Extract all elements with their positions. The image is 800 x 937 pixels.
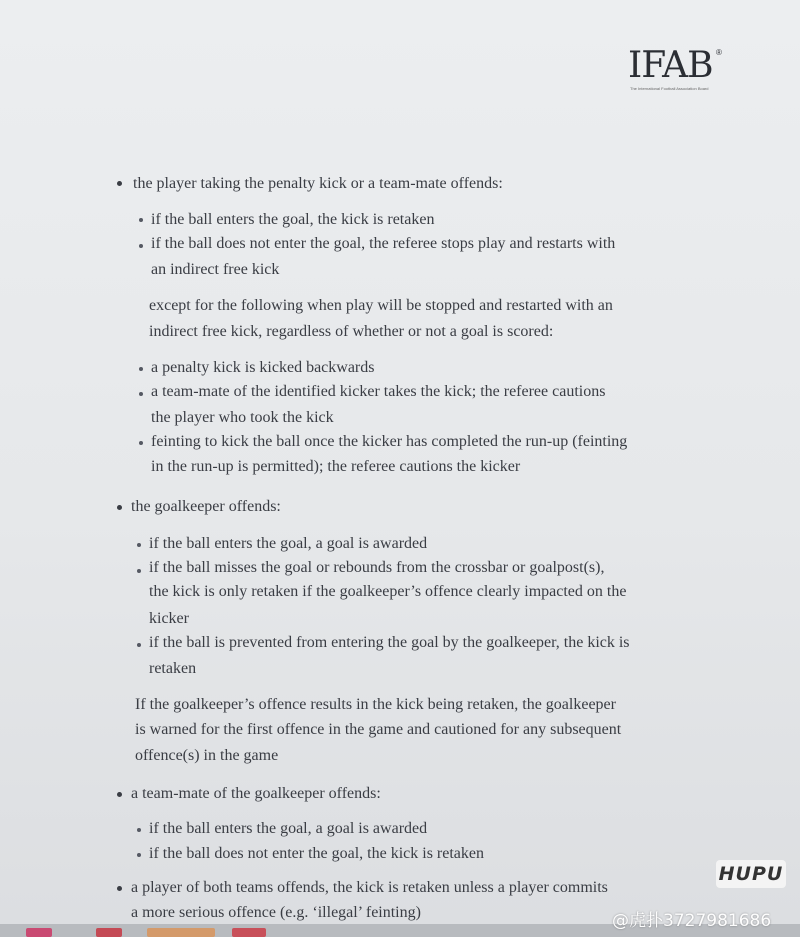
bullet-4-line2: a more serious offence (e.g. ‘illegal’ feinting): [131, 904, 421, 921]
b2-sub3-line2: retaken: [149, 660, 197, 677]
b1-sub2-line1: if the ball does not enter the goal, the referee stops play and restarts with: [151, 235, 616, 252]
bullet-icon: [117, 181, 122, 186]
b2-sub2-line1: if the ball misses the goal or rebounds from the crossbar or goalpost(s),: [149, 559, 605, 576]
b1-para-line2: indirect free kick, regardless of whether or not a goal is scored:: [149, 323, 554, 340]
b1-sub1: if the ball enters the goal, the kick is retaken: [151, 211, 435, 228]
b2-para-line2: is warned for the first offence in the game and cautioned for any subsequent: [135, 721, 622, 738]
bullet-2-title: the goalkeeper offends:: [131, 498, 281, 515]
logo-text: IFAB: [628, 45, 713, 86]
bullet-icon: [117, 505, 122, 510]
ifab-logo: [628, 46, 728, 92]
b1-sub5-line1: feinting to kick the ball once the kicker has completed the run-up (feinting: [151, 433, 628, 450]
sub-bullet-icon: [139, 441, 143, 445]
taskbar-app-icon[interactable]: [26, 928, 52, 937]
logo-registered-mark: ®: [716, 48, 722, 57]
b3-sub1: if the ball enters the goal, a goal is awarded: [149, 820, 428, 837]
sub-bullet-icon: [137, 543, 141, 547]
taskbar-app-icon[interactable]: [96, 928, 122, 937]
watermark-text: @虎扑3727981686: [612, 911, 772, 931]
sub-bullet-icon: [139, 367, 143, 371]
bullet-icon: [117, 886, 122, 891]
b2-para-line1: If the goalkeeper’s offence results in the kick being retaken, the goalkeeper: [135, 696, 616, 713]
taskbar-app-icon[interactable]: [232, 928, 266, 937]
b1-sub4-line1: a team-mate of the identified kicker takes the kick; the referee cautions: [151, 383, 606, 400]
sub-bullet-icon: [137, 569, 141, 573]
sub-bullet-icon: [139, 244, 143, 248]
bullet-1-title: the player taking the penalty kick or a team-mate offends:: [133, 175, 503, 192]
b3-sub2: if the ball does not enter the goal, the kick is retaken: [149, 845, 484, 862]
b2-sub2-line2: the kick is only retaken if the goalkeeper’s offence clearly impacted on the: [149, 583, 627, 600]
b2-sub1: if the ball enters the goal, a goal is awarded: [149, 535, 428, 552]
bullet-icon: [117, 792, 122, 797]
bullet-4-line1: a player of both teams offends, the kick is retaken unless a player commits: [131, 879, 608, 896]
b2-sub3-line1: if the ball is prevented from entering the goal by the goalkeeper, the kick is: [149, 634, 630, 651]
sub-bullet-icon: [137, 853, 141, 857]
sub-bullet-icon: [137, 643, 141, 647]
taskbar-app-icon[interactable]: [147, 928, 215, 937]
sub-bullet-icon: [139, 218, 143, 222]
b1-sub2-line2: an indirect free kick: [151, 261, 280, 278]
sub-bullet-icon: [137, 828, 141, 832]
bullet-3-title: a team-mate of the goalkeeper offends:: [131, 785, 381, 802]
sub-bullet-icon: [139, 392, 143, 396]
b1-sub4-line2: the player who took the kick: [151, 409, 334, 426]
b1-sub5-line2: in the run-up is permitted); the referee cautions the kicker: [151, 458, 521, 475]
b2-para-line3: offence(s) in the game: [135, 747, 279, 764]
hupu-logo: HUPU: [716, 860, 786, 888]
b1-sub3: a penalty kick is kicked backwards: [151, 359, 375, 376]
b1-para-line1: except for the following when play will be stopped and restarted with an: [149, 297, 613, 314]
logo-tagline: The International Football Association Board: [630, 86, 709, 91]
b2-sub2-line3: kicker: [149, 610, 189, 627]
